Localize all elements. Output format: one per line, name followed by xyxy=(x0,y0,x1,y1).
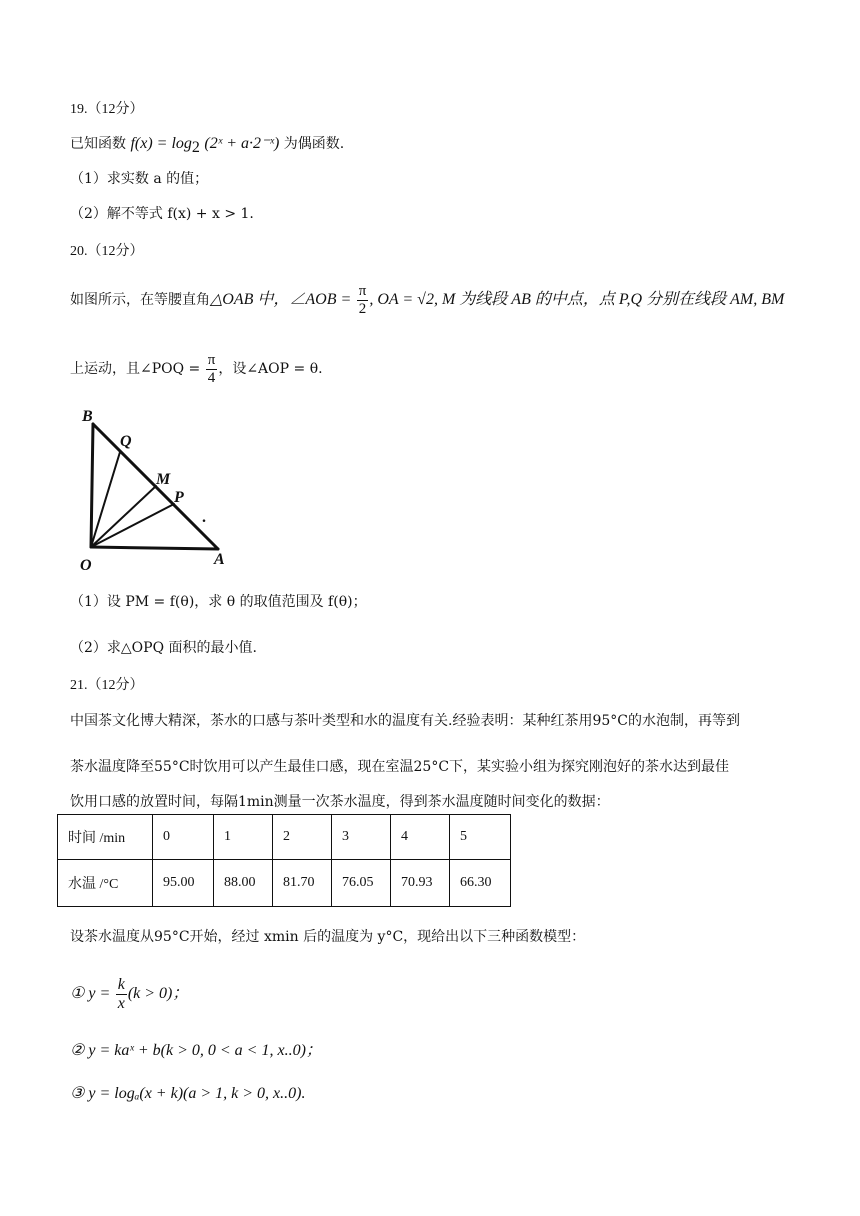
q20-line1-a: 如图所示，在等腰直角 xyxy=(70,292,210,308)
q20-part1: （1）设 PM = f(θ)，求 θ 的取值范围及 f(θ)； xyxy=(70,594,367,610)
frac-numerator: π xyxy=(207,352,216,368)
frac-denominator: x xyxy=(117,994,125,1012)
table-row xyxy=(58,860,511,907)
q19-stem-func: f(x) = log xyxy=(130,135,192,152)
frac-denominator: 4 xyxy=(207,369,216,386)
q20-line2 xyxy=(70,352,323,386)
temperature-table xyxy=(57,814,511,907)
q21-model1 xyxy=(70,976,188,1012)
table-cell: 0 xyxy=(153,815,214,860)
q20-line1-b: △OAB 中，∠AOB = xyxy=(210,291,352,308)
frac-denominator: 2 xyxy=(358,300,367,317)
table-cell: 95.00 xyxy=(153,860,214,907)
q19-header: 19.（12分） xyxy=(70,102,144,117)
q21-model3: ③ y = logₐ(x + k)(a > 1, k > 0, x..0). xyxy=(70,1085,306,1102)
label-dot: . xyxy=(202,509,206,526)
label-b: B xyxy=(82,408,93,425)
table-cell: 70.93 xyxy=(391,860,450,907)
q20-part2: （2）求△OPQ 面积的最小值. xyxy=(70,640,257,656)
q20-line1-c: , OA = √2, M 为线段 AB 的中点，点 P,Q 分别在线段 AM, BM xyxy=(369,291,785,308)
model1-fraction xyxy=(116,976,127,1012)
segment-op xyxy=(91,504,174,547)
segment-oa xyxy=(91,547,218,549)
q19-part1: （1）求实数 a 的值； xyxy=(70,171,209,187)
q20-header: 20.（12分） xyxy=(70,244,144,259)
q21-header: 21.（12分） xyxy=(70,678,144,693)
triangle-figure xyxy=(72,404,242,574)
table-cell: 4 xyxy=(391,815,450,860)
label-p: P xyxy=(174,489,184,506)
q20-line2-a: 上运动，且∠POQ = xyxy=(70,361,201,377)
table-cell: 1 xyxy=(214,815,273,860)
table-cell: 2 xyxy=(273,815,332,860)
table-cell: 3 xyxy=(332,815,391,860)
q19-stem-pre: 已知函数 xyxy=(70,136,126,152)
model1-lhs: ① y = xyxy=(70,985,111,1003)
table-cell: 81.70 xyxy=(273,860,332,907)
q20-line1 xyxy=(70,283,784,317)
row-label-time: 时间 /min xyxy=(58,815,153,860)
segment-ob xyxy=(91,424,93,547)
q19-stem xyxy=(70,136,344,156)
model1-rhs: (k > 0)； xyxy=(127,985,189,1003)
q21-para1: 中国茶文化博大精深，茶水的口感与茶叶类型和水的温度有关.经验表明：某种红茶用95°C的水泡制，再等到 xyxy=(70,713,740,729)
q20-line2-b: ，设∠AOP = θ. xyxy=(218,361,323,377)
q20-line1-fraction xyxy=(357,283,369,317)
table-cell: 76.05 xyxy=(332,860,391,907)
q20-line2-fraction xyxy=(206,352,218,386)
row-label-temp: 水温 /°C xyxy=(58,860,153,907)
frac-numerator: k xyxy=(117,976,125,993)
label-m: M xyxy=(156,471,171,488)
label-o: O xyxy=(80,557,92,574)
table-row xyxy=(58,815,511,860)
table-cell: 88.00 xyxy=(214,860,273,907)
table-cell: 5 xyxy=(450,815,511,860)
q21-para2: 茶水温度降至55°C时饮用可以产生最佳口感，现在室温25°C下，某实验小组为探究刚泡好的茶水达到最佳 xyxy=(70,759,730,775)
q19-part2: （2）解不等式 f(x) + x > 1. xyxy=(70,206,254,222)
q19-stem-arg: (2ˣ + a·2⁻ˣ) xyxy=(204,135,280,152)
q21-para4: 设茶水温度从95°C开始，经过 xmin 后的温度为 y°C，现给出以下三种函数模型： xyxy=(70,929,586,945)
table-cell: 66.30 xyxy=(450,860,511,907)
label-a: A xyxy=(214,551,225,568)
label-q: Q xyxy=(120,433,132,450)
q21-model2: ② y = kaˣ + b(k > 0, 0 < a < 1, x..0)； xyxy=(70,1042,322,1059)
q19-stem-base: 2 xyxy=(191,138,200,156)
q21-para3: 饮用口感的放置时间，每隔1min测量一次茶水温度，得到茶水温度随时间变化的数据： xyxy=(70,794,610,810)
frac-numerator: π xyxy=(358,283,367,299)
q19-stem-post: 为偶函数. xyxy=(283,136,345,152)
